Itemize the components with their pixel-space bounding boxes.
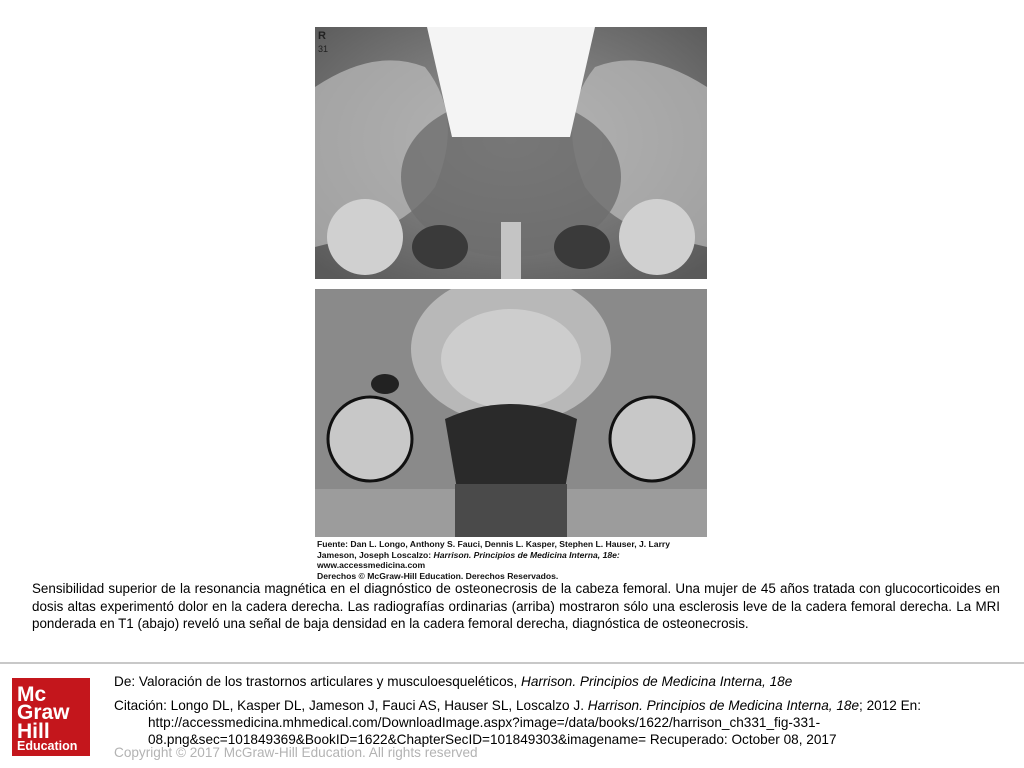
source-line-4: Derechos © McGraw-Hill Education. Derechos Reservados. xyxy=(317,570,559,581)
pelvis-xray-image xyxy=(315,27,707,279)
logo-line-1: Mc xyxy=(17,683,47,706)
medical-figure xyxy=(315,27,707,581)
footer-divider xyxy=(0,662,1024,664)
citation-text: Citación: Longo DL, Kasper DL, Jameson J, Fauci AS, Hauser SL, Loscalzo J. Harrison. Principios de Medicina Interna, 18e; 2012 En: xyxy=(114,698,921,713)
figure-caption: Sensibilidad superior de la resonancia magnética en el diagnóstico de osteonecrosis de la cabeza femoral. Una mujer de 45 años tratada con glucocorticoides en dosis altas experimentó dolor en la cadera derecha. Las radiografías ordinarias (arriba) mostraron sólo una esclerosis leve de la cadera femoral derecha. La MRI ponderada en T1 (abajo) reveló una señal de baja densidad en la cadera femoral derecha, diagnóstica de osteonecrosis. xyxy=(32,581,1000,631)
citation-from: De: Valoración de los trastornos articulares y musculoesqueléticos, Harrison. Principios de Medicina Interna, 18e xyxy=(114,674,793,689)
source-line-3: www.accessmedicina.com xyxy=(317,560,426,570)
logo-line-2: Graw xyxy=(17,701,70,724)
logo-line-3: Hill xyxy=(17,720,50,743)
citation-block xyxy=(114,673,994,748)
figure-source-note xyxy=(315,539,707,581)
citation-url-line-1[interactable]: http://accessmedicina.mhmedical.com/DownloadImage.aspx?image=/data/books/1622/harrison_ch331_fig-331- xyxy=(148,715,821,730)
pelvis-mri-image xyxy=(315,289,707,537)
copyright-notice: Copyright © 2017 McGraw-Hill Education. All rights reserved xyxy=(114,745,478,760)
logo-line-4: Education xyxy=(17,739,78,753)
citation-url-line-2: 08.png&sec=101849369&BookID=1622&ChapterSecID=101849303&imagename= Recuperado: October 08, 2017 xyxy=(148,732,837,747)
source-line-1: Fuente: Dan L. Longo, Anthony S. Fauci, Dennis L. Kasper, Stephen L. Hauser, J. Larry xyxy=(317,539,671,549)
xray-marker-31: 31 xyxy=(318,44,329,54)
xray-marker-r: R xyxy=(318,30,326,42)
mcgraw-hill-logo xyxy=(12,678,90,756)
source-line-2: Jameson, Joseph Loscalzo: Harrison. Principios de Medicina Interna, 18e: xyxy=(317,549,620,560)
